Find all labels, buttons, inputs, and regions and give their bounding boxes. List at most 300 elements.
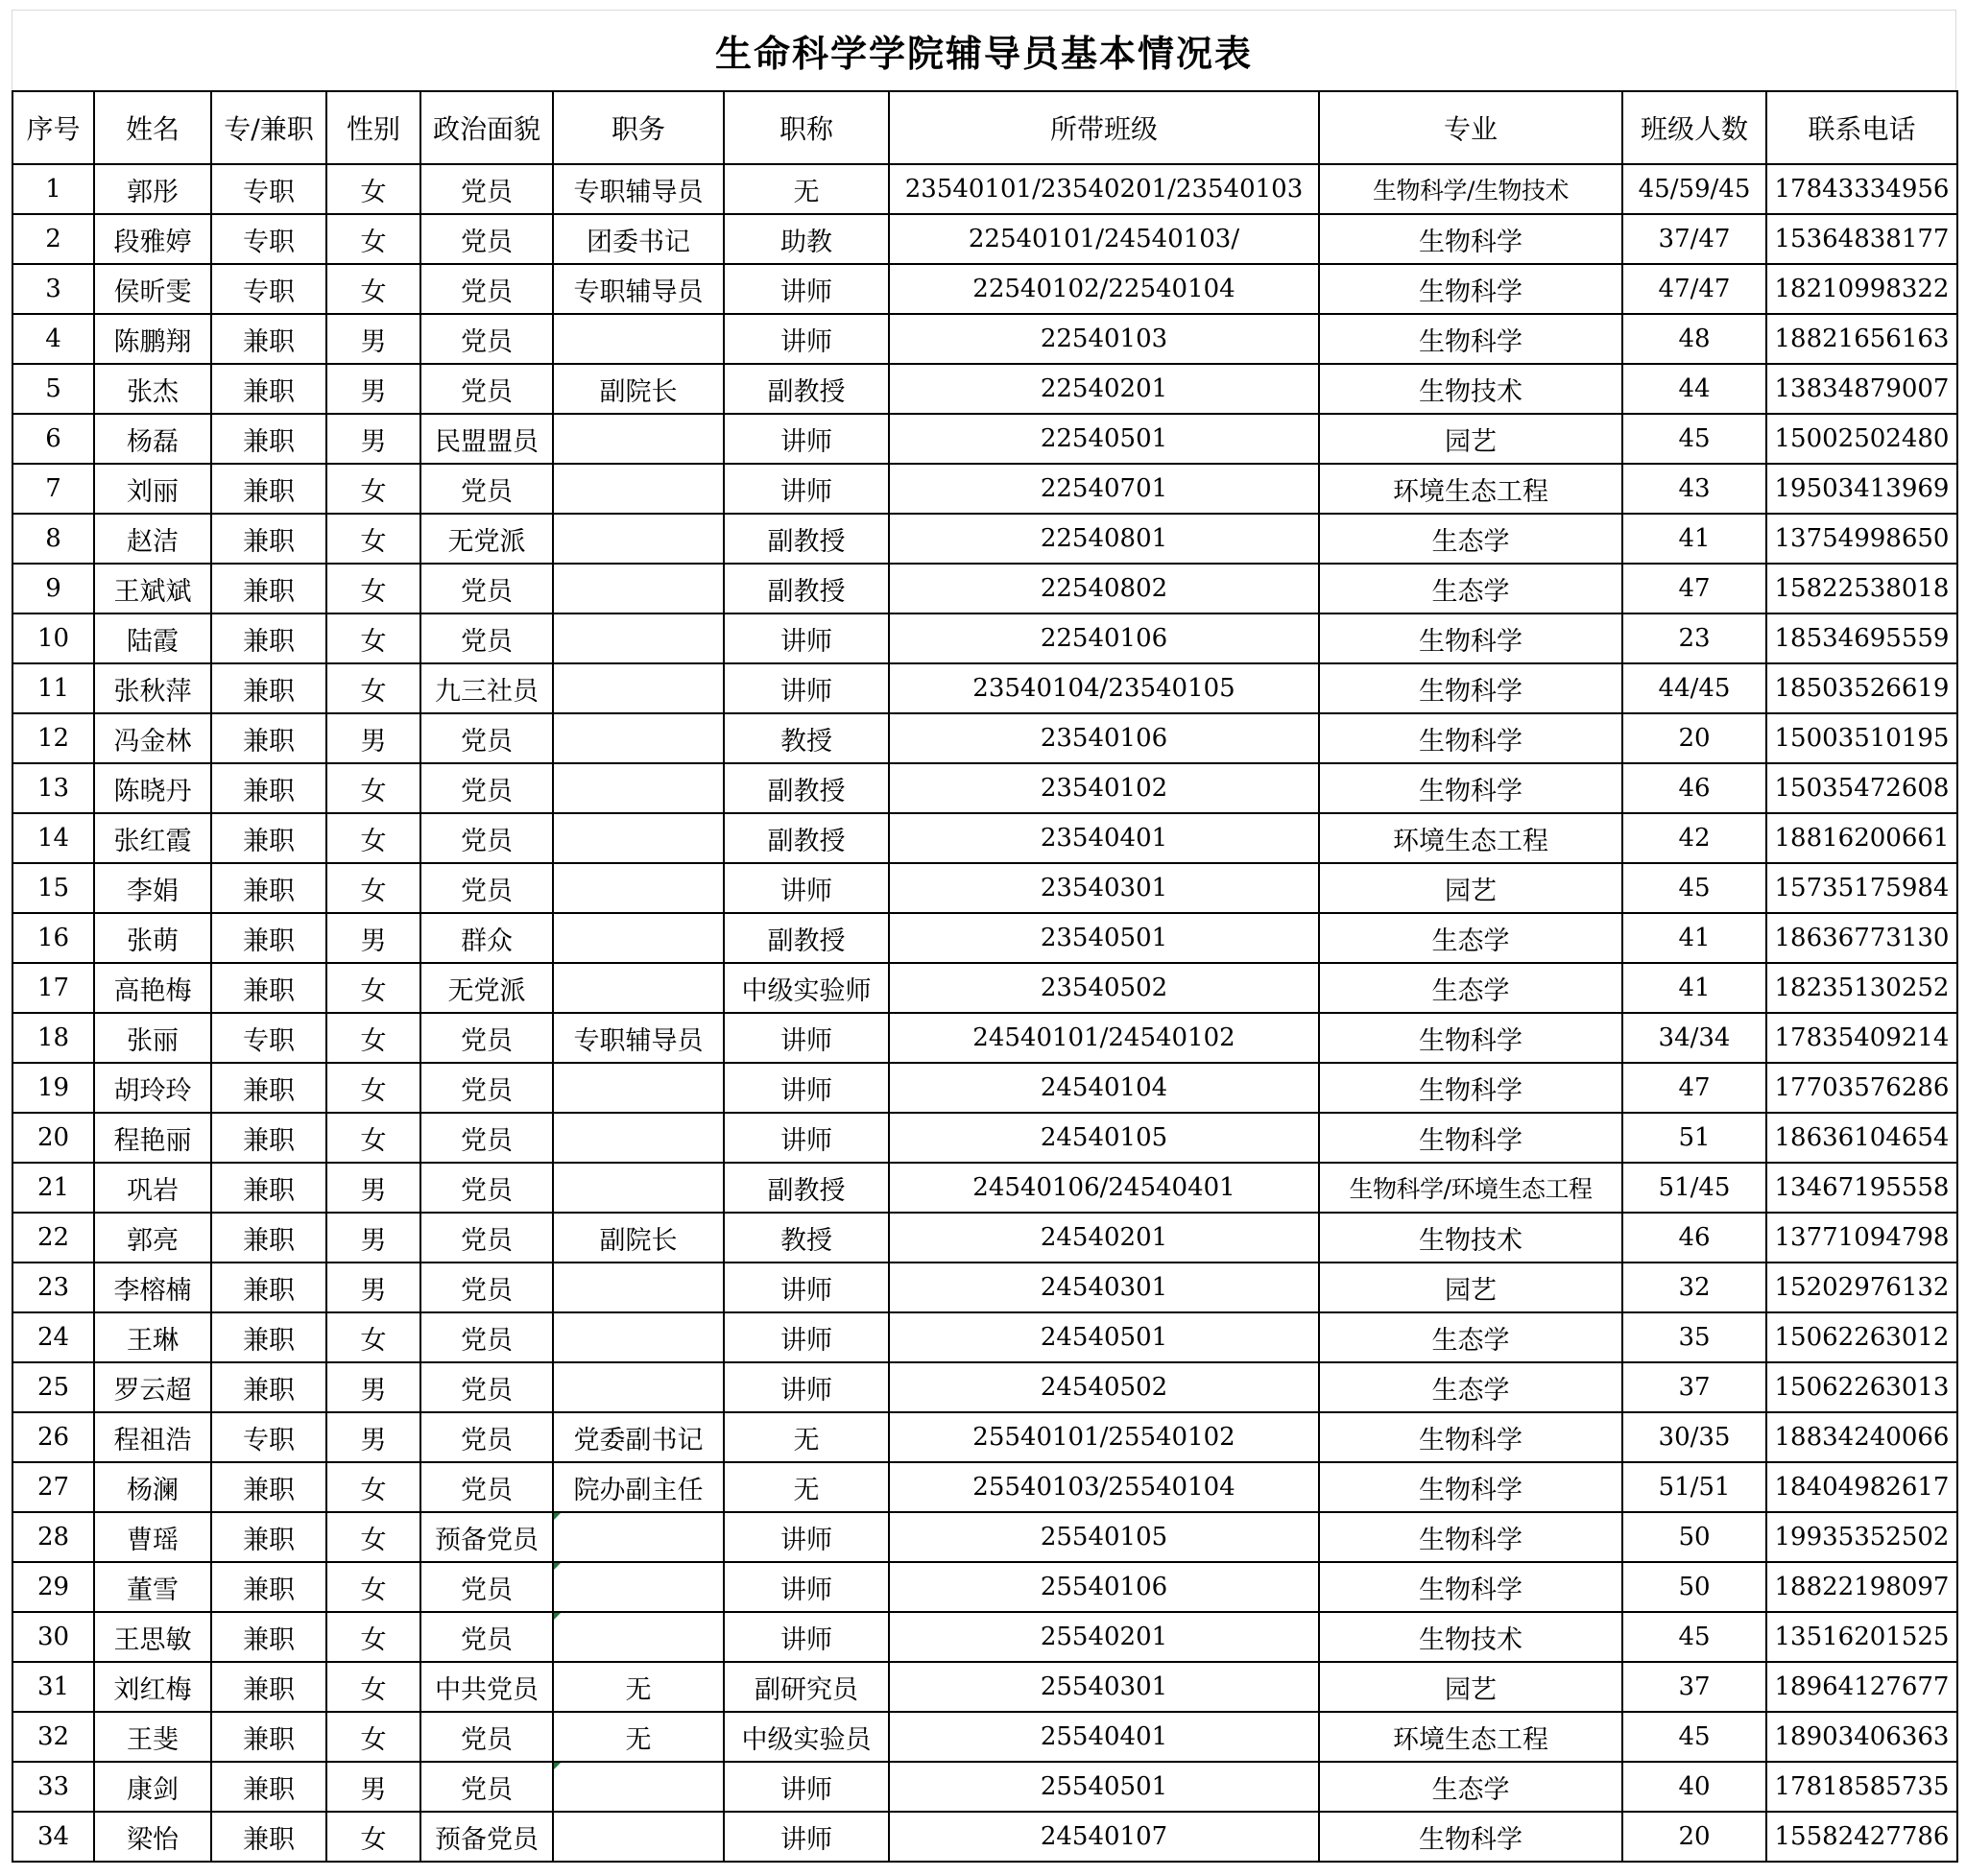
cell-position[interactable]: 无 — [553, 1712, 724, 1762]
cell-gender[interactable]: 男 — [326, 1213, 420, 1263]
cell-name[interactable]: 冯金林 — [94, 713, 211, 763]
cell-class-size[interactable]: 51/51 — [1622, 1462, 1766, 1512]
cell-political-status[interactable]: 党员 — [420, 1412, 553, 1462]
cell-political-status[interactable]: 党员 — [420, 613, 553, 663]
cell-title[interactable]: 讲师 — [724, 1063, 889, 1113]
cell-classes[interactable]: 22540201 — [889, 364, 1319, 414]
cell-title[interactable]: 讲师 — [724, 1013, 889, 1063]
cell-gender[interactable]: 男 — [326, 713, 420, 763]
cell-index[interactable]: 32 — [12, 1712, 94, 1762]
cell-political-status[interactable]: 党员 — [420, 214, 553, 264]
cell-position[interactable] — [553, 564, 724, 613]
cell-index[interactable]: 8 — [12, 514, 94, 564]
cell-classes[interactable]: 25540103/25540104 — [889, 1462, 1319, 1512]
cell-title[interactable]: 讲师 — [724, 1113, 889, 1163]
cell-employment-type[interactable]: 兼职 — [211, 1512, 326, 1562]
cell-position[interactable] — [553, 1113, 724, 1163]
cell-title[interactable]: 教授 — [724, 713, 889, 763]
cell-gender[interactable]: 男 — [326, 414, 420, 464]
cell-title[interactable]: 副教授 — [724, 364, 889, 414]
header-gender[interactable]: 性别 — [326, 91, 420, 164]
cell-title[interactable]: 助教 — [724, 214, 889, 264]
cell-index[interactable]: 28 — [12, 1512, 94, 1562]
cell-employment-type[interactable]: 专职 — [211, 1013, 326, 1063]
cell-classes[interactable]: 24540101/24540102 — [889, 1013, 1319, 1063]
cell-title[interactable]: 讲师 — [724, 1263, 889, 1312]
cell-index[interactable]: 3 — [12, 264, 94, 314]
cell-gender[interactable]: 女 — [326, 1312, 420, 1362]
cell-class-size[interactable]: 45 — [1622, 414, 1766, 464]
cell-employment-type[interactable]: 兼职 — [211, 1462, 326, 1512]
cell-classes[interactable]: 22540101/24540103/ — [889, 214, 1319, 264]
cell-major[interactable]: 环境生态工程 — [1319, 1712, 1622, 1762]
cell-major[interactable]: 生物科学 — [1319, 1063, 1622, 1113]
cell-name[interactable]: 王思敏 — [94, 1612, 211, 1662]
cell-position[interactable] — [553, 613, 724, 663]
cell-phone[interactable]: 13771094798 — [1766, 1213, 1957, 1263]
cell-class-size[interactable]: 45 — [1622, 1712, 1766, 1762]
cell-title[interactable]: 讲师 — [724, 613, 889, 663]
cell-name[interactable]: 张秋萍 — [94, 663, 211, 713]
cell-position[interactable] — [553, 1163, 724, 1213]
cell-position[interactable] — [553, 663, 724, 713]
cell-gender[interactable]: 女 — [326, 1063, 420, 1113]
cell-employment-type[interactable]: 兼职 — [211, 1063, 326, 1113]
cell-index[interactable]: 9 — [12, 564, 94, 613]
cell-gender[interactable]: 女 — [326, 1562, 420, 1612]
cell-political-status[interactable]: 党员 — [420, 1213, 553, 1263]
cell-political-status[interactable]: 党员 — [420, 1562, 553, 1612]
cell-phone[interactable]: 18636104654 — [1766, 1113, 1957, 1163]
cell-gender[interactable]: 男 — [326, 913, 420, 963]
cell-title[interactable]: 讲师 — [724, 414, 889, 464]
cell-employment-type[interactable]: 兼职 — [211, 1113, 326, 1163]
cell-gender[interactable]: 男 — [326, 314, 420, 364]
cell-classes[interactable]: 24540105 — [889, 1113, 1319, 1163]
cell-political-status[interactable]: 群众 — [420, 913, 553, 963]
cell-title[interactable]: 无 — [724, 1412, 889, 1462]
cell-class-size[interactable]: 20 — [1622, 1812, 1766, 1862]
cell-name[interactable]: 曹瑶 — [94, 1512, 211, 1562]
cell-name[interactable]: 赵洁 — [94, 514, 211, 564]
cell-political-status[interactable]: 党员 — [420, 1013, 553, 1063]
cell-major[interactable]: 生物科学 — [1319, 763, 1622, 813]
cell-employment-type[interactable]: 兼职 — [211, 763, 326, 813]
cell-employment-type[interactable]: 兼职 — [211, 1213, 326, 1263]
cell-class-size[interactable]: 45 — [1622, 863, 1766, 913]
cell-gender[interactable]: 女 — [326, 514, 420, 564]
cell-classes[interactable]: 25540401 — [889, 1712, 1319, 1762]
cell-class-size[interactable]: 47 — [1622, 1063, 1766, 1113]
cell-gender[interactable]: 男 — [326, 1263, 420, 1312]
header-title[interactable]: 职称 — [724, 91, 889, 164]
cell-position[interactable]: 院办副主任 — [553, 1462, 724, 1512]
cell-position[interactable]: 专职辅导员 — [553, 164, 724, 214]
header-name[interactable]: 姓名 — [94, 91, 211, 164]
cell-employment-type[interactable]: 兼职 — [211, 963, 326, 1013]
cell-phone[interactable]: 18816200661 — [1766, 813, 1957, 863]
cell-name[interactable]: 郭亮 — [94, 1213, 211, 1263]
cell-name[interactable]: 董雪 — [94, 1562, 211, 1612]
cell-title[interactable]: 副教授 — [724, 813, 889, 863]
cell-title[interactable]: 副研究员 — [724, 1662, 889, 1712]
cell-index[interactable]: 6 — [12, 414, 94, 464]
cell-class-size[interactable]: 32 — [1622, 1263, 1766, 1312]
cell-index[interactable]: 29 — [12, 1562, 94, 1612]
cell-name[interactable]: 陈晓丹 — [94, 763, 211, 813]
cell-gender[interactable]: 男 — [326, 364, 420, 414]
cell-index[interactable]: 26 — [12, 1412, 94, 1462]
cell-gender[interactable]: 女 — [326, 1812, 420, 1862]
cell-gender[interactable]: 女 — [326, 863, 420, 913]
cell-gender[interactable]: 女 — [326, 464, 420, 514]
cell-political-status[interactable]: 党员 — [420, 564, 553, 613]
cell-index[interactable]: 31 — [12, 1662, 94, 1712]
cell-phone[interactable]: 18903406363 — [1766, 1712, 1957, 1762]
cell-class-size[interactable]: 37 — [1622, 1362, 1766, 1412]
cell-classes[interactable]: 22540802 — [889, 564, 1319, 613]
cell-phone[interactable]: 18822198097 — [1766, 1562, 1957, 1612]
cell-gender[interactable]: 女 — [326, 1512, 420, 1562]
cell-index[interactable]: 30 — [12, 1612, 94, 1662]
cell-name[interactable]: 刘丽 — [94, 464, 211, 514]
cell-index[interactable]: 34 — [12, 1812, 94, 1862]
cell-employment-type[interactable]: 兼职 — [211, 1312, 326, 1362]
cell-index[interactable]: 11 — [12, 663, 94, 713]
cell-name[interactable]: 张杰 — [94, 364, 211, 414]
cell-major[interactable]: 生物科学 — [1319, 1013, 1622, 1063]
cell-title[interactable]: 副教授 — [724, 564, 889, 613]
cell-employment-type[interactable]: 兼职 — [211, 464, 326, 514]
cell-position[interactable]: 党委副书记 — [553, 1412, 724, 1462]
cell-classes[interactable]: 22540106 — [889, 613, 1319, 663]
cell-employment-type[interactable]: 兼职 — [211, 713, 326, 763]
cell-index[interactable]: 1 — [12, 164, 94, 214]
cell-phone[interactable]: 18821656163 — [1766, 314, 1957, 364]
cell-phone[interactable]: 17843334956 — [1766, 164, 1957, 214]
cell-classes[interactable]: 24540106/24540401 — [889, 1163, 1319, 1213]
header-phone[interactable]: 联系电话 — [1766, 91, 1957, 164]
cell-position[interactable] — [553, 913, 724, 963]
cell-index[interactable]: 13 — [12, 763, 94, 813]
cell-phone[interactable]: 15003510195 — [1766, 713, 1957, 763]
cell-title[interactable]: 讲师 — [724, 1762, 889, 1812]
cell-classes[interactable]: 24540502 — [889, 1362, 1319, 1412]
cell-phone[interactable]: 18964127677 — [1766, 1662, 1957, 1712]
cell-position[interactable] — [553, 1812, 724, 1862]
cell-gender[interactable]: 女 — [326, 164, 420, 214]
cell-position[interactable] — [553, 713, 724, 763]
cell-name[interactable]: 陆霞 — [94, 613, 211, 663]
cell-gender[interactable]: 女 — [326, 1113, 420, 1163]
cell-title[interactable]: 中级实验师 — [724, 963, 889, 1013]
cell-title[interactable]: 讲师 — [724, 314, 889, 364]
cell-index[interactable]: 7 — [12, 464, 94, 514]
cell-title[interactable]: 讲师 — [724, 1562, 889, 1612]
cell-phone[interactable]: 18235130252 — [1766, 963, 1957, 1013]
cell-name[interactable]: 程艳丽 — [94, 1113, 211, 1163]
cell-class-size[interactable]: 41 — [1622, 913, 1766, 963]
cell-index[interactable]: 16 — [12, 913, 94, 963]
cell-major[interactable]: 环境生态工程 — [1319, 813, 1622, 863]
cell-major[interactable]: 园艺 — [1319, 863, 1622, 913]
cell-position[interactable] — [553, 514, 724, 564]
cell-gender[interactable]: 女 — [326, 1612, 420, 1662]
cell-phone[interactable]: 15735175984 — [1766, 863, 1957, 913]
cell-class-size[interactable]: 37/47 — [1622, 214, 1766, 264]
cell-employment-type[interactable]: 兼职 — [211, 1562, 326, 1612]
cell-index[interactable]: 23 — [12, 1263, 94, 1312]
cell-major[interactable]: 生态学 — [1319, 913, 1622, 963]
cell-title[interactable]: 副教授 — [724, 763, 889, 813]
cell-political-status[interactable]: 党员 — [420, 1762, 553, 1812]
cell-class-size[interactable]: 37 — [1622, 1662, 1766, 1712]
cell-classes[interactable]: 25540105 — [889, 1512, 1319, 1562]
cell-title[interactable]: 副教授 — [724, 913, 889, 963]
cell-major[interactable]: 生物科学/生物技术 — [1319, 164, 1622, 214]
cell-employment-type[interactable]: 兼职 — [211, 1163, 326, 1213]
cell-class-size[interactable]: 47/47 — [1622, 264, 1766, 314]
cell-political-status[interactable]: 党员 — [420, 464, 553, 514]
cell-political-status[interactable]: 党员 — [420, 813, 553, 863]
cell-index[interactable]: 2 — [12, 214, 94, 264]
cell-position[interactable] — [553, 763, 724, 813]
cell-political-status[interactable]: 党员 — [420, 713, 553, 763]
cell-employment-type[interactable]: 兼职 — [211, 564, 326, 613]
cell-major[interactable]: 生态学 — [1319, 564, 1622, 613]
cell-position[interactable] — [553, 1063, 724, 1113]
cell-major[interactable]: 生物科学 — [1319, 613, 1622, 663]
cell-phone[interactable]: 13834879007 — [1766, 364, 1957, 414]
cell-phone[interactable]: 13516201525 — [1766, 1612, 1957, 1662]
cell-name[interactable]: 高艳梅 — [94, 963, 211, 1013]
cell-title[interactable]: 讲师 — [724, 1312, 889, 1362]
cell-classes[interactable]: 22540801 — [889, 514, 1319, 564]
cell-phone[interactable]: 13754998650 — [1766, 514, 1957, 564]
cell-gender[interactable]: 女 — [326, 613, 420, 663]
cell-major[interactable]: 生物科学 — [1319, 1812, 1622, 1862]
cell-gender[interactable]: 女 — [326, 1662, 420, 1712]
cell-major[interactable]: 生态学 — [1319, 514, 1622, 564]
cell-classes[interactable]: 24540107 — [889, 1812, 1319, 1862]
cell-name[interactable]: 康剑 — [94, 1762, 211, 1812]
cell-class-size[interactable]: 48 — [1622, 314, 1766, 364]
cell-employment-type[interactable]: 专职 — [211, 264, 326, 314]
cell-major[interactable]: 生物技术 — [1319, 1213, 1622, 1263]
cell-position[interactable]: 副院长 — [553, 364, 724, 414]
cell-title[interactable]: 无 — [724, 1462, 889, 1512]
cell-class-size[interactable]: 30/35 — [1622, 1412, 1766, 1462]
cell-classes[interactable]: 23540301 — [889, 863, 1319, 913]
cell-employment-type[interactable]: 兼职 — [211, 913, 326, 963]
cell-classes[interactable]: 25540201 — [889, 1612, 1319, 1662]
cell-political-status[interactable]: 党员 — [420, 1312, 553, 1362]
cell-index[interactable]: 24 — [12, 1312, 94, 1362]
cell-phone[interactable]: 19503413969 — [1766, 464, 1957, 514]
cell-position[interactable] — [553, 1362, 724, 1412]
cell-classes[interactable]: 23540501 — [889, 913, 1319, 963]
cell-title[interactable]: 讲师 — [724, 1362, 889, 1412]
cell-major[interactable]: 生态学 — [1319, 1762, 1622, 1812]
cell-phone[interactable]: 15822538018 — [1766, 564, 1957, 613]
cell-gender[interactable]: 女 — [326, 1013, 420, 1063]
cell-gender[interactable]: 女 — [326, 264, 420, 314]
cell-position[interactable] — [553, 1762, 724, 1812]
cell-political-status[interactable]: 党员 — [420, 1612, 553, 1662]
cell-employment-type[interactable]: 兼职 — [211, 414, 326, 464]
cell-index[interactable]: 12 — [12, 713, 94, 763]
cell-position[interactable] — [553, 314, 724, 364]
cell-name[interactable]: 王琳 — [94, 1312, 211, 1362]
cell-gender[interactable]: 女 — [326, 663, 420, 713]
cell-major[interactable]: 生物技术 — [1319, 364, 1622, 414]
header-employment-type[interactable]: 专/兼职 — [211, 91, 326, 164]
cell-phone[interactable]: 15062263012 — [1766, 1312, 1957, 1362]
cell-major[interactable]: 生物科学 — [1319, 1113, 1622, 1163]
cell-name[interactable]: 张萌 — [94, 913, 211, 963]
cell-name[interactable]: 张红霞 — [94, 813, 211, 863]
cell-phone[interactable]: 17835409214 — [1766, 1013, 1957, 1063]
cell-employment-type[interactable]: 兼职 — [211, 1662, 326, 1712]
cell-employment-type[interactable]: 兼职 — [211, 1762, 326, 1812]
cell-classes[interactable]: 23540502 — [889, 963, 1319, 1013]
cell-political-status[interactable]: 民盟盟员 — [420, 414, 553, 464]
cell-political-status[interactable]: 党员 — [420, 1362, 553, 1412]
cell-classes[interactable]: 23540401 — [889, 813, 1319, 863]
cell-name[interactable]: 胡玲玲 — [94, 1063, 211, 1113]
header-index[interactable]: 序号 — [12, 91, 94, 164]
cell-classes[interactable]: 23540106 — [889, 713, 1319, 763]
cell-position[interactable] — [553, 1562, 724, 1612]
cell-phone[interactable]: 17703576286 — [1766, 1063, 1957, 1113]
cell-title[interactable]: 中级实验员 — [724, 1712, 889, 1762]
cell-name[interactable]: 杨澜 — [94, 1462, 211, 1512]
header-class-size[interactable]: 班级人数 — [1622, 91, 1766, 164]
cell-class-size[interactable]: 44/45 — [1622, 663, 1766, 713]
cell-political-status[interactable]: 预备党员 — [420, 1512, 553, 1562]
cell-phone[interactable]: 18534695559 — [1766, 613, 1957, 663]
cell-gender[interactable]: 女 — [326, 813, 420, 863]
cell-major[interactable]: 生物科学 — [1319, 663, 1622, 713]
cell-employment-type[interactable]: 兼职 — [211, 364, 326, 414]
cell-phone[interactable]: 13467195558 — [1766, 1163, 1957, 1213]
cell-classes[interactable]: 24540104 — [889, 1063, 1319, 1113]
cell-gender[interactable]: 男 — [326, 1762, 420, 1812]
cell-position[interactable]: 团委书记 — [553, 214, 724, 264]
cell-employment-type[interactable]: 兼职 — [211, 314, 326, 364]
cell-major[interactable]: 生态学 — [1319, 1312, 1622, 1362]
cell-title[interactable]: 讲师 — [724, 663, 889, 713]
cell-position[interactable] — [553, 1512, 724, 1562]
cell-gender[interactable]: 男 — [326, 1362, 420, 1412]
cell-name[interactable]: 梁怡 — [94, 1812, 211, 1862]
cell-position[interactable] — [553, 963, 724, 1013]
cell-phone[interactable]: 18404982617 — [1766, 1462, 1957, 1512]
cell-title[interactable]: 副教授 — [724, 1163, 889, 1213]
cell-name[interactable]: 王斌斌 — [94, 564, 211, 613]
cell-name[interactable]: 段雅婷 — [94, 214, 211, 264]
cell-employment-type[interactable]: 专职 — [211, 1412, 326, 1462]
cell-classes[interactable]: 22540103 — [889, 314, 1319, 364]
cell-classes[interactable]: 23540102 — [889, 763, 1319, 813]
cell-employment-type[interactable]: 兼职 — [211, 813, 326, 863]
cell-political-status[interactable]: 党员 — [420, 763, 553, 813]
cell-political-status[interactable]: 党员 — [420, 863, 553, 913]
cell-gender[interactable]: 女 — [326, 963, 420, 1013]
cell-major[interactable]: 生物科学 — [1319, 214, 1622, 264]
cell-employment-type[interactable]: 兼职 — [211, 663, 326, 713]
header-political-status[interactable]: 政治面貌 — [420, 91, 553, 164]
cell-political-status[interactable]: 无党派 — [420, 963, 553, 1013]
cell-name[interactable]: 李娟 — [94, 863, 211, 913]
cell-name[interactable]: 程祖浩 — [94, 1412, 211, 1462]
cell-class-size[interactable]: 41 — [1622, 963, 1766, 1013]
cell-phone[interactable]: 15035472608 — [1766, 763, 1957, 813]
cell-class-size[interactable]: 50 — [1622, 1512, 1766, 1562]
cell-class-size[interactable]: 34/34 — [1622, 1013, 1766, 1063]
cell-index[interactable]: 14 — [12, 813, 94, 863]
cell-political-status[interactable]: 九三社员 — [420, 663, 553, 713]
title-cell[interactable] — [12, 10, 1956, 90]
cell-name[interactable]: 李榕楠 — [94, 1263, 211, 1312]
cell-employment-type[interactable]: 兼职 — [211, 1712, 326, 1762]
cell-name[interactable]: 罗云超 — [94, 1362, 211, 1412]
cell-political-status[interactable]: 党员 — [420, 364, 553, 414]
cell-index[interactable]: 17 — [12, 963, 94, 1013]
cell-phone[interactable]: 15582427786 — [1766, 1812, 1957, 1862]
cell-phone[interactable]: 17818585735 — [1766, 1762, 1957, 1812]
cell-index[interactable]: 18 — [12, 1013, 94, 1063]
cell-class-size[interactable]: 51 — [1622, 1113, 1766, 1163]
cell-major[interactable]: 生态学 — [1319, 963, 1622, 1013]
cell-title[interactable]: 讲师 — [724, 464, 889, 514]
cell-position[interactable] — [553, 414, 724, 464]
header-major[interactable]: 专业 — [1319, 91, 1622, 164]
cell-political-status[interactable]: 党员 — [420, 1163, 553, 1213]
cell-gender[interactable]: 女 — [326, 763, 420, 813]
cell-classes[interactable]: 25540501 — [889, 1762, 1319, 1812]
cell-name[interactable]: 王斐 — [94, 1712, 211, 1762]
cell-classes[interactable]: 22540501 — [889, 414, 1319, 464]
cell-classes[interactable]: 25540106 — [889, 1562, 1319, 1612]
cell-gender[interactable]: 女 — [326, 1712, 420, 1762]
cell-gender[interactable]: 男 — [326, 1163, 420, 1213]
cell-position[interactable]: 专职辅导员 — [553, 1013, 724, 1063]
cell-classes[interactable]: 24540501 — [889, 1312, 1319, 1362]
cell-class-size[interactable]: 51/45 — [1622, 1163, 1766, 1213]
cell-class-size[interactable]: 45/59/45 — [1622, 164, 1766, 214]
cell-political-status[interactable]: 党员 — [420, 314, 553, 364]
cell-index[interactable]: 20 — [12, 1113, 94, 1163]
cell-employment-type[interactable]: 专职 — [211, 214, 326, 264]
header-classes[interactable]: 所带班级 — [889, 91, 1319, 164]
cell-class-size[interactable]: 44 — [1622, 364, 1766, 414]
cell-major[interactable]: 园艺 — [1319, 1662, 1622, 1712]
cell-position[interactable] — [553, 1312, 724, 1362]
cell-classes[interactable]: 23540104/23540105 — [889, 663, 1319, 713]
cell-position[interactable]: 专职辅导员 — [553, 264, 724, 314]
cell-position[interactable] — [553, 813, 724, 863]
cell-phone[interactable]: 19935352502 — [1766, 1512, 1957, 1562]
cell-classes[interactable]: 25540101/25540102 — [889, 1412, 1319, 1462]
cell-phone[interactable]: 15364838177 — [1766, 214, 1957, 264]
cell-political-status[interactable]: 党员 — [420, 1063, 553, 1113]
cell-major[interactable]: 生物科学 — [1319, 1512, 1622, 1562]
cell-major[interactable]: 园艺 — [1319, 414, 1622, 464]
cell-index[interactable]: 25 — [12, 1362, 94, 1412]
cell-classes[interactable]: 22540102/22540104 — [889, 264, 1319, 314]
cell-position[interactable] — [553, 1612, 724, 1662]
